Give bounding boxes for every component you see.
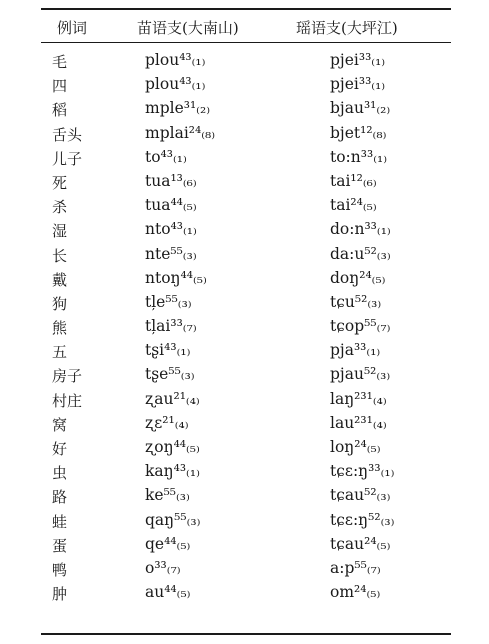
cell-word: 舌头 [52, 125, 83, 144]
cell-word: 鸭 [52, 560, 68, 579]
cell-miao: tļai³³₍₇₎ [145, 317, 197, 336]
table-row [41, 412, 451, 436]
table-body [41, 49, 451, 605]
cell-word: 稻 [52, 101, 68, 120]
cell-word: 长 [52, 246, 68, 265]
cell-yao: pjei³³₍₁₎ [330, 75, 386, 94]
table-row [41, 339, 451, 363]
cell-word: 五 [52, 343, 68, 362]
cell-yao: tɕɛ:ŋ⁵²₍₃₎ [330, 510, 395, 529]
cell-yao: bjau³¹₍₂₎ [330, 99, 391, 118]
cell-yao: tɕau²⁴₍₅₎ [330, 534, 391, 553]
cell-word: 蛋 [52, 536, 68, 555]
cell-miao: kaŋ⁴³₍₁₎ [145, 462, 200, 481]
cell-word: 狗 [52, 294, 68, 313]
cell-word: 好 [52, 440, 68, 458]
table-row [41, 533, 451, 557]
cell-miao: ʐoŋ⁴⁴₍₅₎ [145, 438, 200, 456]
cell-word: 四 [52, 77, 68, 96]
table-row [41, 243, 451, 267]
cell-miao: to⁴³₍₁₎ [145, 147, 187, 166]
cell-yao: tɕop⁵⁵₍₇₎ [330, 317, 391, 336]
cell-yao: pjau⁵²₍₃₎ [330, 365, 391, 384]
cell-miao: tʂe⁵⁵₍₃₎ [145, 365, 195, 384]
cell-miao: ke⁵⁵₍₃₎ [145, 486, 190, 505]
table-row [41, 49, 451, 73]
table-row [41, 581, 451, 605]
table-row [41, 146, 451, 170]
table-row [41, 97, 451, 121]
cell-yao: pja³³₍₁₎ [330, 341, 381, 360]
table-row [41, 557, 451, 581]
cell-miao: plou⁴³₍₁₎ [145, 75, 206, 94]
cell-word: 虫 [52, 464, 68, 483]
cell-miao: mplai²⁴₍₈₎ [145, 123, 216, 142]
cell-word: 湿 [52, 222, 68, 241]
cell-yao: tɕu⁵²₍₃₎ [330, 292, 382, 311]
cell-yao: om²⁴₍₅₎ [330, 583, 381, 602]
table-row [41, 218, 451, 242]
header-yao-branch: 瑶语支(大坪江) [296, 19, 398, 37]
cell-word: 儿子 [52, 149, 83, 168]
cell-word: 毛 [52, 53, 68, 71]
cell-yao: tɕɛ:ŋ³³₍₁₎ [330, 462, 395, 481]
cell-word: 戴 [52, 270, 68, 289]
cell-miao: tʂi⁴³₍₁₎ [145, 341, 191, 360]
table-row [41, 315, 451, 339]
cell-miao: o³³₍₇₎ [145, 558, 181, 577]
cell-word: 杀 [52, 198, 68, 217]
cell-miao: nto⁴³₍₁₎ [145, 220, 197, 239]
cell-miao: ʐɛ²¹₍₄₎ [145, 413, 189, 432]
table-header-rule [41, 42, 451, 43]
cell-word: 蛙 [52, 512, 68, 531]
cell-yao: tai²⁴₍₅₎ [330, 196, 377, 215]
table-row [41, 73, 451, 97]
cell-word: 房子 [52, 367, 83, 386]
table-row [41, 436, 451, 460]
cell-miao: tua⁴⁴₍₅₎ [145, 196, 197, 215]
cell-miao: qe⁴⁴₍₅₎ [145, 534, 191, 553]
cell-miao: au⁴⁴₍₅₎ [145, 583, 191, 602]
table-row [41, 267, 451, 291]
table-row [41, 194, 451, 218]
cell-miao: mple³¹₍₂₎ [145, 99, 211, 118]
table-row [41, 484, 451, 508]
cell-miao: ʐau²¹₍₄₎ [145, 389, 200, 408]
cell-yao: doŋ²⁴₍₅₎ [330, 268, 386, 287]
table-top-rule [41, 8, 451, 10]
table-row [41, 388, 451, 412]
cell-word: 肿 [52, 585, 68, 604]
cell-yao: laŋ²³¹₍₄₎ [330, 389, 387, 408]
cell-yao: pjei³³₍₁₎ [330, 51, 386, 69]
cell-word: 死 [52, 173, 68, 192]
header-miao-branch: 苗语支(大南山) [137, 19, 239, 37]
cell-yao: tɕau⁵²₍₃₎ [330, 486, 391, 505]
table-row [41, 460, 451, 484]
cell-word: 村庄 [52, 391, 83, 410]
cell-yao: tai¹²₍₆₎ [330, 171, 377, 190]
cell-miao: tļe⁵⁵₍₃₎ [145, 292, 192, 311]
cell-miao: nte⁵⁵₍₃₎ [145, 244, 197, 263]
table-row [41, 170, 451, 194]
table-row [41, 122, 451, 146]
cell-word: 熊 [52, 319, 68, 338]
cell-word: 窝 [52, 415, 68, 434]
cell-miao: tua¹³₍₆₎ [145, 171, 197, 190]
table-bottom-rule [41, 633, 451, 635]
cell-miao: ntoŋ⁴⁴₍₅₎ [145, 268, 207, 287]
cell-yao: loŋ²⁴₍₅₎ [330, 438, 381, 456]
cell-yao: bjet¹²₍₈₎ [330, 123, 387, 142]
cell-yao: do:n³³₍₁₎ [330, 220, 391, 239]
cell-yao: to:n³³₍₁₎ [330, 147, 388, 166]
table-row [41, 509, 451, 533]
header-example-word: 例词 [57, 19, 88, 37]
cell-yao: lau²³¹₍₄₎ [330, 413, 387, 432]
cell-yao: a:p⁵⁵₍₇₎ [330, 558, 381, 577]
cell-miao: qaŋ⁵⁵₍₃₎ [145, 510, 201, 529]
table-row [41, 363, 451, 387]
cell-word: 路 [52, 488, 68, 507]
cell-yao: da:u⁵²₍₃₎ [330, 244, 391, 263]
cell-miao: plou⁴³₍₁₎ [145, 51, 206, 69]
table-row [41, 291, 451, 315]
